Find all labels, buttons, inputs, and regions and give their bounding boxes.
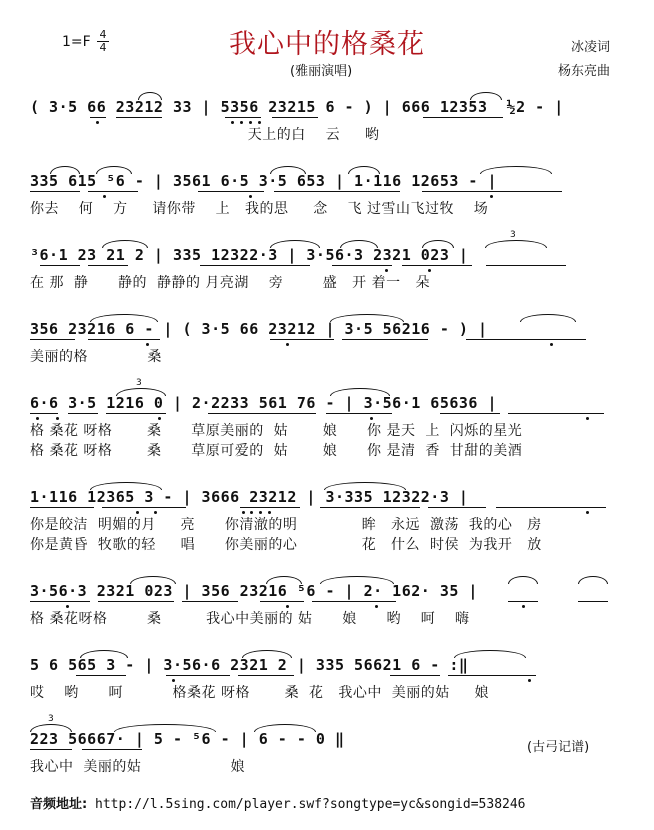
low-octave-dot xyxy=(250,511,253,514)
beam-underline xyxy=(106,413,166,414)
beam-underline xyxy=(88,191,138,192)
low-octave-dot xyxy=(550,343,553,346)
lyric-line: 我心中 美丽的姑 娘 xyxy=(30,759,246,775)
low-octave-dot xyxy=(154,511,157,514)
low-octave-dot xyxy=(258,121,261,124)
notation-line: 5 6 565 3 - | 3·56·6 2321 2 | 335 56621 6 - :‖ xyxy=(30,656,469,674)
beam-underline xyxy=(238,675,294,676)
beam-underline xyxy=(270,339,334,340)
system-2 xyxy=(30,170,630,230)
beam-underline xyxy=(30,191,80,192)
system-1 xyxy=(30,96,630,156)
slur-mark xyxy=(242,650,292,658)
slur-mark xyxy=(50,166,80,174)
beam-underline xyxy=(390,675,440,676)
beam-underline xyxy=(30,339,75,340)
beam-underline xyxy=(30,507,94,508)
low-octave-dot xyxy=(259,511,262,514)
low-octave-dot xyxy=(490,195,493,198)
beam-underline xyxy=(508,601,538,602)
notation-line: ( 3·5 66 23212 33 | 5356 23215 6 - ) | 666 12353 ½2 - | xyxy=(30,98,564,116)
beam-underline xyxy=(508,413,604,414)
slur-mark xyxy=(30,724,72,732)
low-octave-dot xyxy=(528,679,531,682)
system-8 xyxy=(30,654,630,714)
triplet-mark: 3 xyxy=(136,378,142,388)
beam-underline xyxy=(423,117,503,118)
low-octave-dot xyxy=(172,679,175,682)
beam-underline xyxy=(30,749,72,750)
slur-mark xyxy=(520,314,576,322)
slur-mark xyxy=(454,650,526,658)
notation-line: 3·56·3 2321 023 | 356 23216 ⁵6 - | 2· 162· 35 | xyxy=(30,582,478,600)
low-octave-dot xyxy=(103,195,106,198)
composer-credit: 杨东亮曲 xyxy=(557,64,610,79)
song-title: 我心中的格桑花 xyxy=(229,29,425,60)
slur-mark xyxy=(422,240,454,248)
beam-underline xyxy=(440,413,500,414)
low-octave-dot xyxy=(240,121,243,124)
lyric-line: 哎 哟 呵 格桑花 呀格 桑 花 我心中 美丽的姑 娘 xyxy=(30,685,490,701)
beam-underline xyxy=(116,117,162,118)
audio-address xyxy=(30,793,526,812)
beam-underline xyxy=(578,601,608,602)
system-4 xyxy=(30,318,630,378)
low-octave-dot xyxy=(136,511,139,514)
notation-line: 1·116 12365 3 - | 3666 23212 | 3·335 12322·3 | xyxy=(30,488,469,506)
low-octave-dot xyxy=(385,269,388,272)
slur-mark xyxy=(102,240,148,248)
beam-underline xyxy=(332,265,392,266)
slur-mark xyxy=(324,482,406,490)
singer-credit: (雅丽演唱) xyxy=(290,64,353,79)
time-signature-bottom: 4 xyxy=(99,41,107,54)
lyric-line: 格 桑花 呀格 桑 草原美丽的 姑 娘 你 是天 上 闪烁的星光 xyxy=(30,423,523,439)
low-octave-dot xyxy=(286,343,289,346)
slur-mark xyxy=(116,388,166,396)
lyric-line: 格 桑花 呀格 桑 草原可爱的 姑 娘 你 是清 香 甘甜的美酒 xyxy=(30,443,523,459)
beam-underline xyxy=(272,117,318,118)
slur-mark xyxy=(96,166,132,174)
beam-underline xyxy=(40,265,80,266)
system-5 xyxy=(30,378,630,472)
low-octave-dot xyxy=(286,605,289,608)
beam-underline xyxy=(88,339,160,340)
slur-mark xyxy=(90,314,158,322)
low-octave-dot xyxy=(249,195,252,198)
slur-mark xyxy=(508,576,538,584)
lyric-line: 你是皎洁 明媚的月 亮 你清澈的明 眸 永远 激荡 我的心 房 xyxy=(30,517,542,533)
slur-mark xyxy=(130,576,176,584)
notation-credit: (古弓记谱) xyxy=(527,740,590,755)
beam-underline xyxy=(486,265,566,266)
slur-mark xyxy=(254,724,316,732)
lyric-line: 你去 何 方 请你带 上 我的思 念 飞 过雪山飞过牧 场 xyxy=(30,201,489,217)
low-octave-dot xyxy=(158,417,161,420)
beam-underline xyxy=(208,413,316,414)
low-octave-dot xyxy=(522,605,525,608)
lyric-line: 你是黄昏 牧歌的轻 唱 你美丽的心 花 什么 时侯 为我开 放 xyxy=(30,537,542,553)
low-octave-dot xyxy=(231,121,234,124)
beam-underline xyxy=(225,117,261,118)
beam-underline xyxy=(422,191,562,192)
low-octave-dot xyxy=(586,511,589,514)
beam-underline xyxy=(466,339,586,340)
slur-mark xyxy=(320,576,394,584)
beam-underline xyxy=(326,413,392,414)
slur-mark xyxy=(138,92,162,100)
beam-underline xyxy=(496,507,606,508)
system-7 xyxy=(30,580,630,640)
slur-mark xyxy=(114,724,216,732)
low-octave-dot xyxy=(36,417,39,420)
slur-mark xyxy=(270,166,306,174)
slur-mark xyxy=(330,314,404,322)
lyricist-credit: 冰凌词 xyxy=(570,40,610,55)
slur-mark xyxy=(330,388,390,396)
triplet-mark: 3 xyxy=(510,230,516,240)
beam-underline xyxy=(274,191,400,192)
lyric-line: 美丽的格 桑 xyxy=(30,349,162,365)
beam-underline xyxy=(200,265,310,266)
slur-mark xyxy=(270,240,320,248)
beam-underline xyxy=(312,601,396,602)
beam-underline xyxy=(30,413,58,414)
lyric-line: 天上的白 云 哟 xyxy=(30,127,380,143)
low-octave-dot xyxy=(249,121,252,124)
notation-line: 6·6 3·5 1216 0 | 2·2233 561 76 - | 3·56·1 65636 | xyxy=(30,394,498,412)
audio-label: 音频地址: xyxy=(30,797,88,812)
time-signature xyxy=(97,30,109,53)
beam-underline xyxy=(102,507,186,508)
slur-mark xyxy=(470,92,502,100)
system-6 xyxy=(30,486,630,566)
audio-link[interactable]: http://l.5sing.com/player.swf?songtype=yc&songid=538246 xyxy=(95,797,526,812)
beam-underline xyxy=(166,675,230,676)
low-octave-dot xyxy=(96,121,99,124)
low-octave-dot xyxy=(375,605,378,608)
low-octave-dot xyxy=(56,417,59,420)
beam-underline xyxy=(198,191,264,192)
slur-mark xyxy=(578,576,608,584)
triplet-mark: 3 xyxy=(48,714,54,724)
beam-underline xyxy=(402,265,472,266)
beam-underline xyxy=(76,675,126,676)
notation-line: ³6·1 23 21 2 | 335 12322·3 | 3·56·3 2321 023 | xyxy=(30,246,469,264)
lyric-line: 在 那 静 静的 静静的 月亮湖 旁 盛 开 着一 朵 xyxy=(30,275,430,291)
beam-underline xyxy=(90,117,106,118)
notation-line: 356 23216 6 - | ( 3·5 66 23212 | 3·5 56216 - ) | xyxy=(30,320,488,338)
low-octave-dot xyxy=(242,511,245,514)
slur-mark xyxy=(340,240,378,248)
beam-underline xyxy=(448,675,536,676)
low-octave-dot xyxy=(370,417,373,420)
beam-underline xyxy=(240,507,300,508)
low-octave-dot xyxy=(66,605,69,608)
low-octave-dot xyxy=(428,269,431,272)
slur-mark xyxy=(90,482,162,490)
beam-underline xyxy=(82,749,142,750)
beam-underline xyxy=(68,413,98,414)
time-signature-top: 4 xyxy=(99,28,107,41)
beam-underline xyxy=(182,601,238,602)
low-octave-dot xyxy=(586,417,589,420)
beam-underline xyxy=(342,339,428,340)
low-octave-dot xyxy=(268,511,271,514)
low-octave-dot xyxy=(146,343,149,346)
key-signature: 1=F xyxy=(62,34,91,50)
beam-underline xyxy=(88,265,128,266)
notation-line: 335 615 ⁵6 - | 3561 6·5 3·5 653 | 1·116 12653 - | xyxy=(30,172,498,190)
beam-underline xyxy=(320,507,420,508)
notation-line: 223 56667· | 5 - ⁵6 - | 6 - - 0 ‖ xyxy=(30,730,345,748)
beam-underline xyxy=(260,601,304,602)
beam-underline xyxy=(30,601,90,602)
beam-underline xyxy=(98,601,174,602)
slur-mark xyxy=(480,166,552,174)
slur-mark xyxy=(266,576,302,584)
system-3 xyxy=(30,230,630,304)
slur-mark xyxy=(348,166,380,174)
lyric-line: 格 桑花呀格 桑 我心中美丽的 姑 娘 哟 呵 嗨 xyxy=(30,611,470,627)
slur-mark xyxy=(80,650,128,658)
slur-mark xyxy=(485,240,547,248)
beam-underline xyxy=(428,507,486,508)
